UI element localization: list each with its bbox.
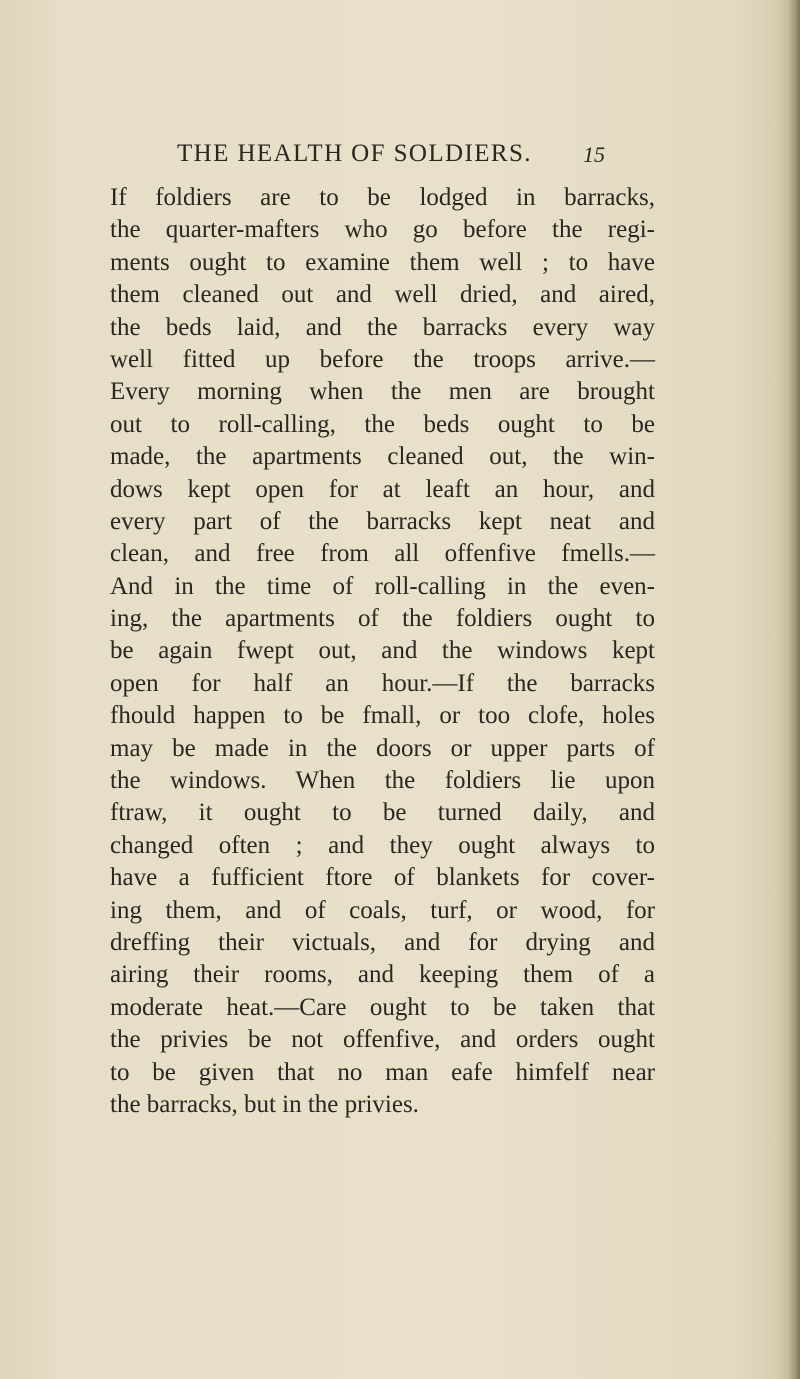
text-line: have a fufficient ftore of blankets for cover- <box>110 864 655 892</box>
text-line: out to roll-calling, the beds ought to be <box>110 410 655 438</box>
text-line: the barracks, but in the privies. <box>110 1090 419 1118</box>
text-line: Every morning when the men are brought <box>110 378 655 406</box>
text-line: If foldiers are to be lodged in barracks, <box>110 184 655 211</box>
text-line: may be made in the doors or upper parts of <box>110 734 655 762</box>
page-number: 15 <box>583 142 605 167</box>
text-line: ftraw, it ought to be turned daily, and <box>110 799 655 827</box>
running-head <box>177 140 617 176</box>
page-edge-shadow <box>788 0 800 1379</box>
text-line: ing them, and of coals, turf, or wood, for <box>110 896 655 924</box>
text-line: And in the time of roll-calling in the even- <box>110 572 655 600</box>
text-line: ments ought to examine them well ; to have <box>110 248 655 276</box>
text-line: well fitted up before the troops arrive.— <box>110 345 655 373</box>
text-line: dreffing their victuals, and for drying and <box>110 928 655 956</box>
text-line: airing their rooms, and keeping them of a <box>110 961 655 989</box>
text-line: moderate heat.—Care ought to be taken that <box>110 993 655 1021</box>
text-line: every part of the barracks kept neat and <box>110 507 655 535</box>
text-line: the privies be not offenfive, and orders ought <box>110 1026 655 1054</box>
text-line: them cleaned out and well dried, and aired, <box>110 281 655 309</box>
running-head-title: THE HEALTH OF SOLDIERS. <box>177 140 532 167</box>
text-line: be again fwept out, and the windows kept <box>110 637 655 665</box>
text-line: ing, the apartments of the foldiers ought to <box>110 605 655 633</box>
text-line: the beds laid, and the barracks every way <box>110 313 655 341</box>
text-line: changed often ; and they ought always to <box>110 831 655 859</box>
text-line: the windows. When the foldiers lie upon <box>110 767 655 795</box>
body-paragraph <box>110 182 655 1121</box>
text-line: to be given that no man eafe himfelf near <box>110 1058 655 1086</box>
text-line: dows kept open for at leaft an hour, and <box>110 475 655 503</box>
text-line: open for half an hour.—If the barracks <box>110 669 655 697</box>
text-line: the quarter-mafters who go before the regi- <box>110 216 655 244</box>
text-line: fhould happen to be fmall, or too clofe, holes <box>110 702 655 730</box>
text-line: clean, and free from all offenfive fmells.— <box>110 540 655 568</box>
text-line: made, the apartments cleaned out, the win- <box>110 443 655 471</box>
